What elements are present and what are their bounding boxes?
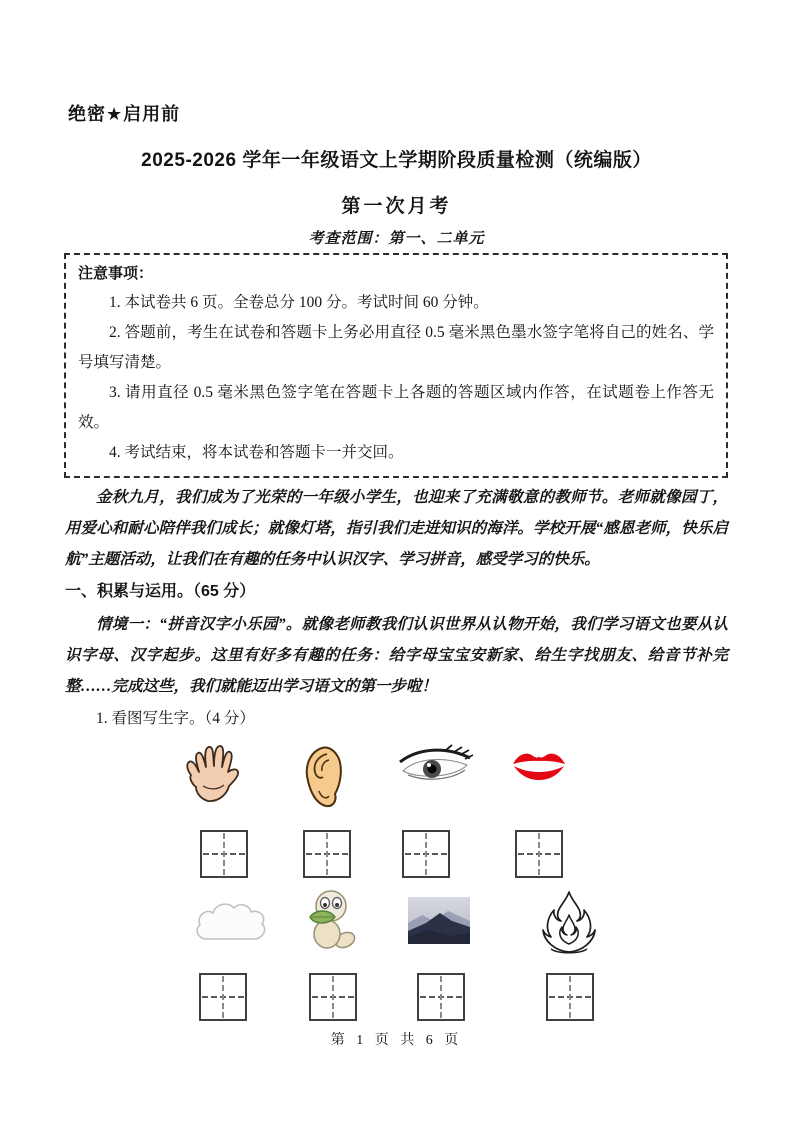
classification-label: 绝密★启用前: [68, 104, 181, 124]
notice-item-3: 3. 请用直径 0.5 毫米黑色签字笔在答题卡上各题的答题区域内作答，在试题卷上作答无效。: [78, 384, 714, 431]
intro-paragraph: 金秋九月，我们成为了光荣的一年级小学生，也迎来了充满敬意的教师节。老师就像园丁，用爱心和耐心陪伴我们成长；就像灯塔，指引我们走进知识的海洋。学校开展“感恩老师，快乐启航”主题活动，让我们在有趣的任务中认识汉字、学习拼音，感受学习的快乐。: [65, 489, 728, 568]
writing-grid: [402, 830, 450, 878]
writing-grid: [417, 973, 465, 1021]
notice-item-4: 4. 考试结束，将本试卷和答题卡一并交回。: [109, 444, 404, 461]
cloud-image: [191, 897, 267, 947]
writing-grid: [546, 973, 594, 1021]
scenario-paragraph: 情境一：“拼音汉字小乐园”。就像老师教我们认识世界从认物开始，我们学习语文也要从认识字母、汉字起步。这里有好多有趣的任务：给字母宝宝安新家、给生字找朋友、给音节补完整……完成这些，我们就能迈出学习语文的第一步啦！: [65, 616, 728, 695]
exam-subtitle: 第一次月考: [341, 196, 452, 217]
mouth-image: [511, 747, 567, 783]
section1-heading: 一、积累与运用。（65 分）: [65, 583, 256, 600]
fire-image: [536, 889, 602, 957]
notice-item-2: 2. 答题前，考生在试卷和答题卡上务必用直径 0.5 毫米黑色墨水签字笔将自己的姓名、学号填写清楚。: [78, 324, 714, 371]
writing-grid: [200, 830, 248, 878]
notice-box: [64, 253, 728, 478]
writing-grid: [309, 973, 357, 1021]
writing-grid: [199, 973, 247, 1021]
page-footer: 第 1 页 共 6 页: [330, 1033, 463, 1048]
exam-title: 2025-2026 学年一年级语文上学期阶段质量检测（统编版）: [141, 150, 652, 171]
question1-label: 1. 看图写生字。（4 分）: [96, 710, 255, 727]
exam-scope: 考查范围：第一、二单元: [308, 231, 485, 247]
notice-heading: 注意事项：: [78, 265, 154, 282]
eye-image: [396, 744, 474, 788]
ear-image: [301, 745, 349, 809]
caterpillar-image: [302, 886, 362, 958]
notice-item-1: 1. 本试卷共 6 页。全卷总分 100 分。考试时间 60 分钟。: [109, 294, 489, 311]
hand-image: [183, 740, 247, 804]
writing-grid: [515, 830, 563, 878]
writing-grid: [303, 830, 351, 878]
mountain-image: [408, 897, 470, 944]
